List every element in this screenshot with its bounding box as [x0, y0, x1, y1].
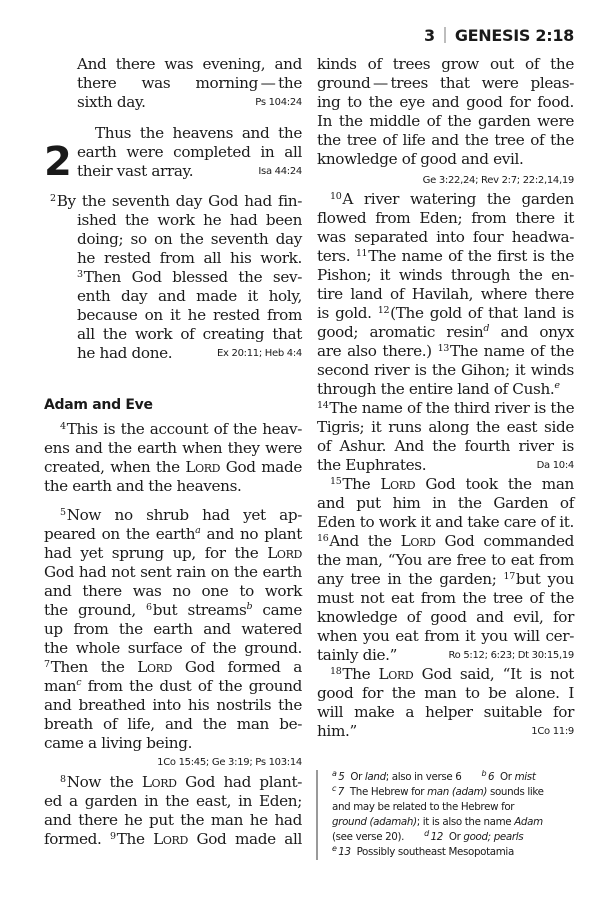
- text-span: God made: [225, 458, 303, 476]
- text-line: [317, 532, 574, 551]
- text-line: the whole surface of the ground.: [44, 639, 302, 657]
- text-span: man: [44, 677, 77, 695]
- text-line: [317, 342, 574, 361]
- footnote-text: Possibly southeast Mesopotamia: [356, 846, 514, 858]
- text-span: but you: [515, 570, 574, 588]
- text-line: flowed from Eden; from there it: [317, 209, 574, 227]
- text-line: tainly die.”: [317, 646, 398, 664]
- footnote-text: Or: [350, 771, 362, 783]
- text-span: ters.: [317, 247, 351, 265]
- footnote-marker[interactable]: d: [483, 323, 490, 334]
- cross-reference: 1Co 11:9: [531, 726, 574, 737]
- text-span: Then the: [50, 658, 125, 676]
- text-span: God had plant-: [185, 773, 302, 791]
- text-line: [44, 658, 302, 677]
- cross-reference: Ps 104:24: [255, 97, 302, 108]
- lord-smallcaps: Lord: [380, 475, 416, 493]
- text-line: [317, 323, 574, 342]
- footnote-marker[interactable]: a: [195, 525, 201, 536]
- footnote-letter: c: [332, 784, 337, 793]
- text-line: came a living being.: [44, 734, 193, 752]
- text-span: their vast array.: [77, 162, 194, 180]
- footnote-marker[interactable]: e: [554, 380, 560, 391]
- text-span: The name of the: [449, 342, 574, 360]
- verse-number: 11: [355, 248, 368, 259]
- text-span: God said, “It is not: [421, 665, 574, 683]
- footnote-line: [332, 815, 592, 830]
- cross-reference: Da 10:4: [536, 460, 574, 471]
- text-line: up from the earth and watered: [44, 620, 302, 638]
- text-line: [44, 525, 302, 544]
- text-line: God had not sent rain on the earth: [44, 563, 302, 581]
- text-span: This is the account of the heav-: [66, 420, 302, 438]
- text-line: knowledge of good and evil.: [317, 150, 524, 168]
- text-line: [44, 830, 302, 849]
- text-line: ed a garden in the east, in Eden;: [44, 792, 302, 810]
- footnote-italic: good; pearls: [463, 831, 524, 843]
- page-number: 3: [424, 26, 435, 45]
- text-line: and breathed into his nostrils the: [44, 696, 302, 714]
- footnote-italic: mist: [514, 771, 536, 783]
- text-line: when you eat from it you will cer-: [317, 627, 574, 645]
- cross-reference: Isa 44:24: [258, 166, 302, 177]
- text-span: the ground,: [44, 601, 136, 619]
- cross-reference: 1Co 15:45; Ge 3:19; Ps 103:14: [157, 757, 302, 768]
- footnote-ref: 6: [487, 771, 495, 783]
- footnote-italic: Adam: [514, 816, 543, 828]
- footnote-text: Or: [448, 831, 461, 843]
- verse-number: 14: [317, 400, 329, 411]
- footnotes: [316, 770, 592, 860]
- running-head: GENESIS 2:18: [454, 26, 574, 45]
- footnote-ref: 12: [430, 831, 443, 843]
- running-header: [424, 26, 574, 45]
- cross-reference: Ge 3:22,24; Rev 2:7; 22:2,14,19: [422, 175, 574, 186]
- text-line: the earth and the heavens.: [44, 477, 242, 495]
- verse-number: 4: [60, 421, 66, 432]
- text-line: [44, 544, 302, 563]
- text-line: [60, 773, 302, 792]
- text-line: because on it he rested from: [77, 306, 302, 324]
- text-line: second river is the Gihon; it winds: [317, 361, 574, 379]
- verse-number: 2: [50, 193, 56, 204]
- text-line: [44, 677, 302, 696]
- text-span: are also there.): [317, 342, 432, 360]
- text-span: but streams: [152, 601, 247, 619]
- text-line: breath of life, and the man be-: [44, 715, 302, 733]
- lord-smallcaps: Lord: [137, 658, 173, 676]
- verse-number: 8: [60, 774, 66, 785]
- footnote-italic: ground (adamah): [332, 816, 417, 828]
- footnote-text: The Hebrew for: [349, 786, 425, 798]
- text-line: [317, 399, 574, 418]
- text-span: God took the man: [425, 475, 574, 493]
- text-line: tire land of Havilah, where there: [317, 285, 574, 303]
- text-span: God commanded: [444, 532, 575, 550]
- text-line: [44, 601, 302, 620]
- lord-smallcaps: Lord: [400, 532, 436, 550]
- footnote-italic: land: [364, 771, 386, 783]
- verse-number: 5: [60, 507, 66, 518]
- text-span: (The gold of that land is: [390, 304, 574, 322]
- verse-number: 6: [146, 602, 152, 613]
- lord-smallcaps: Lord: [141, 773, 177, 791]
- text-line: and put him in the Garden of: [317, 494, 574, 512]
- text-span: Now no shrub had yet ap-: [66, 506, 302, 524]
- footnote-line: and may be related to the Hebrew for: [332, 801, 515, 813]
- footnote-line: [332, 830, 592, 845]
- verse-number: 18: [330, 666, 342, 677]
- text-line: there was morning — the: [77, 74, 302, 92]
- text-line: In the middle of the garden were: [317, 112, 574, 130]
- text-line: all the work of creating that: [77, 325, 302, 343]
- text-line: good for the man to be alone. I: [317, 684, 574, 702]
- footnote-letter: a: [332, 769, 337, 778]
- text-span: God formed a: [184, 658, 302, 676]
- footnote-letter: b: [481, 769, 487, 778]
- footnote-text: ; it is also the name: [416, 816, 512, 828]
- text-line: [317, 380, 574, 399]
- text-span: sixth day.: [77, 93, 146, 111]
- text-span: The name of the third river is the: [329, 399, 575, 417]
- footnote-italic: man (adam): [427, 786, 487, 798]
- text-line: ished the work he had been: [77, 211, 302, 229]
- text-span: through the entire land of Cush.: [317, 380, 555, 398]
- lord-smallcaps: Lord: [153, 830, 188, 848]
- text-span: peared on the earth: [44, 525, 196, 543]
- text-span: he had done.: [77, 344, 173, 362]
- text-line: [317, 247, 574, 266]
- text-line: of Ashur. And the fourth river is: [317, 437, 574, 455]
- footnote-text: (see verse 20).: [332, 831, 405, 843]
- text-span: any tree in the garden;: [317, 570, 497, 588]
- footnote-letter: e: [332, 844, 337, 853]
- text-span: created, when the: [44, 458, 180, 476]
- footnote-marker[interactable]: b: [246, 601, 253, 612]
- text-line: the Euphrates.: [317, 456, 427, 474]
- text-line: Thus the heavens and the: [95, 124, 302, 142]
- text-span: Then God blessed the sev-: [83, 268, 302, 286]
- text-line: [317, 304, 574, 323]
- text-span: The: [342, 665, 371, 683]
- text-line: [330, 665, 574, 684]
- text-line: the tree of life and the tree of the: [317, 131, 574, 149]
- text-span: The: [342, 475, 371, 493]
- text-line: [44, 458, 302, 477]
- lord-smallcaps: Lord: [185, 458, 221, 476]
- text-line: And there was evening, and: [77, 55, 302, 73]
- text-line: ing to the eye and good for food.: [317, 93, 574, 111]
- text-line: was separated into four headwa-: [317, 228, 574, 246]
- footnote-text: sounds like: [489, 786, 544, 798]
- footnote-line: [332, 785, 592, 800]
- text-span: And the: [329, 532, 392, 550]
- verse-number: 10: [330, 191, 342, 202]
- text-span: and onyx: [500, 323, 574, 341]
- footnote-text: ; also in verse 6: [385, 771, 462, 783]
- text-line: he rested from all his work.: [77, 249, 302, 267]
- lord-smallcaps: Lord: [378, 665, 414, 683]
- footnote-letter: d: [424, 829, 429, 838]
- verse-number: 13: [437, 343, 449, 354]
- text-line: him.”: [317, 722, 357, 740]
- footnote-text: Or: [500, 771, 512, 783]
- text-line: knowledge of good and evil, for: [317, 608, 574, 626]
- text-line: ground — trees that were pleas-: [317, 74, 574, 92]
- text-line: must not eat from the tree of the: [317, 589, 574, 607]
- text-span: formed.: [44, 830, 102, 848]
- chapter-number: 2: [44, 139, 72, 185]
- text-line: will make a helper suitable for: [317, 703, 574, 721]
- text-span: By the seventh day God had fin-: [56, 192, 302, 210]
- verse-number: 15: [330, 476, 342, 487]
- text-line: kinds of trees grow out of the: [317, 55, 574, 73]
- text-line: Pishon; it winds through the en-: [317, 266, 574, 284]
- footnote-ref: 5: [338, 771, 345, 783]
- verse-number: 3: [77, 269, 83, 280]
- text-line: and there was no one to work: [44, 582, 302, 600]
- text-span: good; aromatic resin: [317, 323, 484, 341]
- text-span: The name of the first is the: [368, 247, 574, 265]
- text-line: ens and the earth when they were: [44, 439, 302, 457]
- text-line: Tigris; it runs along the east side: [317, 418, 574, 436]
- text-line: doing; so on the seventh day: [77, 230, 302, 248]
- footnote-line: [332, 770, 592, 785]
- cross-reference: Ex 20:11; Heb 4:4: [217, 348, 302, 359]
- cross-reference: Ro 5:12; 6:23; Dt 30:15,19: [448, 650, 574, 661]
- text-line: enth day and made it holy,: [77, 287, 302, 305]
- footnote-marker[interactable]: c: [76, 677, 82, 688]
- text-span: came: [262, 601, 302, 619]
- footnote-ref: 7: [337, 786, 344, 798]
- text-span: Now the: [66, 773, 134, 791]
- text-line: [330, 475, 574, 494]
- text-line: and there he put the man he had: [44, 811, 302, 829]
- text-line: [60, 506, 302, 525]
- text-line: the man, “You are free to eat from: [317, 551, 574, 569]
- lord-smallcaps: Lord: [267, 544, 302, 562]
- text-span: A river watering the garden: [342, 190, 574, 208]
- text-span: from the dust of the ground: [87, 677, 303, 695]
- text-line: [317, 570, 574, 589]
- text-span: and no plant: [206, 525, 302, 543]
- verse-number: 7: [44, 659, 50, 670]
- text-line: earth were completed in all: [77, 143, 302, 161]
- text-span: is gold.: [317, 304, 372, 322]
- text-line: [330, 190, 574, 209]
- text-span: God made all: [196, 830, 302, 848]
- text-line: [50, 192, 302, 211]
- verse-number: 17: [503, 571, 515, 582]
- verse-number: 9: [110, 831, 116, 842]
- footnote-line: [332, 845, 592, 860]
- section-heading: Adam and Eve: [44, 397, 153, 413]
- text-line: Eden to work it and take care of it.: [317, 513, 574, 531]
- text-span: had yet sprung up, for the: [44, 544, 259, 562]
- verse-number: 12: [377, 305, 390, 316]
- header-divider: [444, 27, 446, 43]
- text-span: The: [116, 830, 145, 848]
- text-line: [60, 420, 302, 439]
- text-line: [77, 268, 302, 287]
- verse-number: 16: [317, 533, 329, 544]
- footnote-ref: 13: [338, 846, 351, 858]
